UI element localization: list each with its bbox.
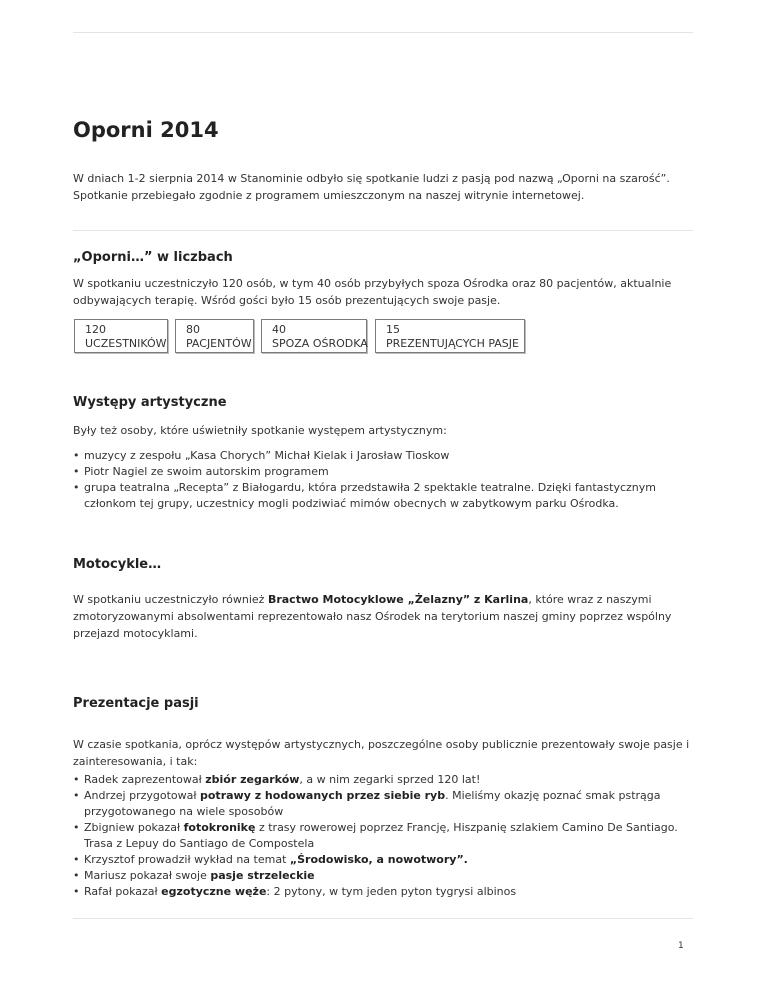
list-item: • Mariusz pokazał swoje pasje strzeleckie [73,868,703,884]
intro-paragraph: W dniach 1-2 sierpnia 2014 w Stanominie odbyło się spotkanie ludzi z pasją pod nazwą „Oporni na szarość”. Spotkanie przebiegało zgodnie z programem umieszczonym na naszej witrynie internetowej. [73,172,670,202]
page-number: 1 [678,941,684,951]
list-item: • Radek zaprezentował zbiór zegarków, a w nim zegarki sprzed 120 lat! [73,772,703,788]
stat-value: 15 [386,323,400,336]
list-item: • grupa teatralna „Recepta” z Białogardu, która przedstawiła 2 spektakle teatralne. Dzięki fantastycznym członkom tej grupy, uczestnicy mogli podziwiać mimów obecnych w zabytkowym parku Ośrodka. [73,480,703,512]
list-item: • Rafał pokazał egzotyczne węże: 2 pytony, w tym jeden pyton tygrysi albinos [73,884,703,900]
list-item: • Andrzej przygotował potrawy z hodowanych przez siebie ryb. Mieliśmy okazję poznać smak pstrąga przygotowanego na wiele sposobów [73,788,703,820]
stat-label: SPOZA OŚRODKA [272,337,368,350]
list-item: • Zbigniew pokazał fotokronikę z trasy rowerowej poprzez Francję, Hiszpanię szlakiem Camino De Santiago. Trasa z Lepuy do Santiago de Compostela [73,820,703,852]
passions-paragraph: W czasie spotkania, oprócz występów artystycznych, poszczególne osoby publicznie prezentowały swoje pasje i zainteresowania, i tak: [73,738,690,768]
list-item: • Krzysztof prowadził wykład na temat „Środowisko, a nowotwory”. [73,852,703,868]
top-divider [73,32,693,33]
list-item: • muzycy z zespołu „Kasa Chorych” Michał Kielak i Jarosław Tioskow [73,448,703,464]
numbers-paragraph: W spotkaniu uczestniczyło 120 osób, w tym 40 osób przybyłych spoza Ośrodka oraz 80 pacjentów, aktualnie odbywających terapię. Wśród gości było 15 osób prezentujących swoje pasje. [73,277,672,307]
numbers-heading: „Oporni…” w liczbach [73,250,233,265]
moto-text-before: W spotkaniu uczestniczyło również [73,593,268,606]
moto-club-name: Bractwo Motocyklowe „Żelazny” z Karlina [267,593,529,606]
passions-list [73,772,703,900]
stat-value: 120 [85,323,106,336]
stat-value: 40 [272,323,286,336]
page-title: Oporni 2014 [73,118,219,142]
art-list [73,448,703,512]
bottom-divider [73,918,693,919]
stat-box-presenters [375,319,525,353]
stat-value: 80 [186,323,200,336]
art-paragraph: Były też osoby, które uświetniły spotkanie występem artystycznym: [73,424,447,437]
list-item: • Piotr Nagiel ze swoim autorskim programem [73,464,703,480]
stat-box-outside [261,319,367,353]
stat-label: UCZESTNIKÓW [85,337,167,350]
stat-box-patients [175,319,254,353]
art-heading: Występy artystyczne [73,395,227,410]
moto-heading: Motocykle… [73,557,162,572]
stat-label: PREZENTUJĄCYCH PASJE [386,337,519,350]
moto-text-after: , które wraz z naszymi zmotoryzowanymi absolwentami reprezentowało nasz Ośrodek na terytorium naszej gminy poprzez wspólny przejazd motocyklami. [73,593,672,640]
passions-heading: Prezentacje pasji [73,696,199,711]
stat-box-participants [74,319,168,353]
stat-label: PACJENTÓW [186,337,252,350]
section-divider [73,230,693,231]
moto-paragraph [73,591,698,642]
